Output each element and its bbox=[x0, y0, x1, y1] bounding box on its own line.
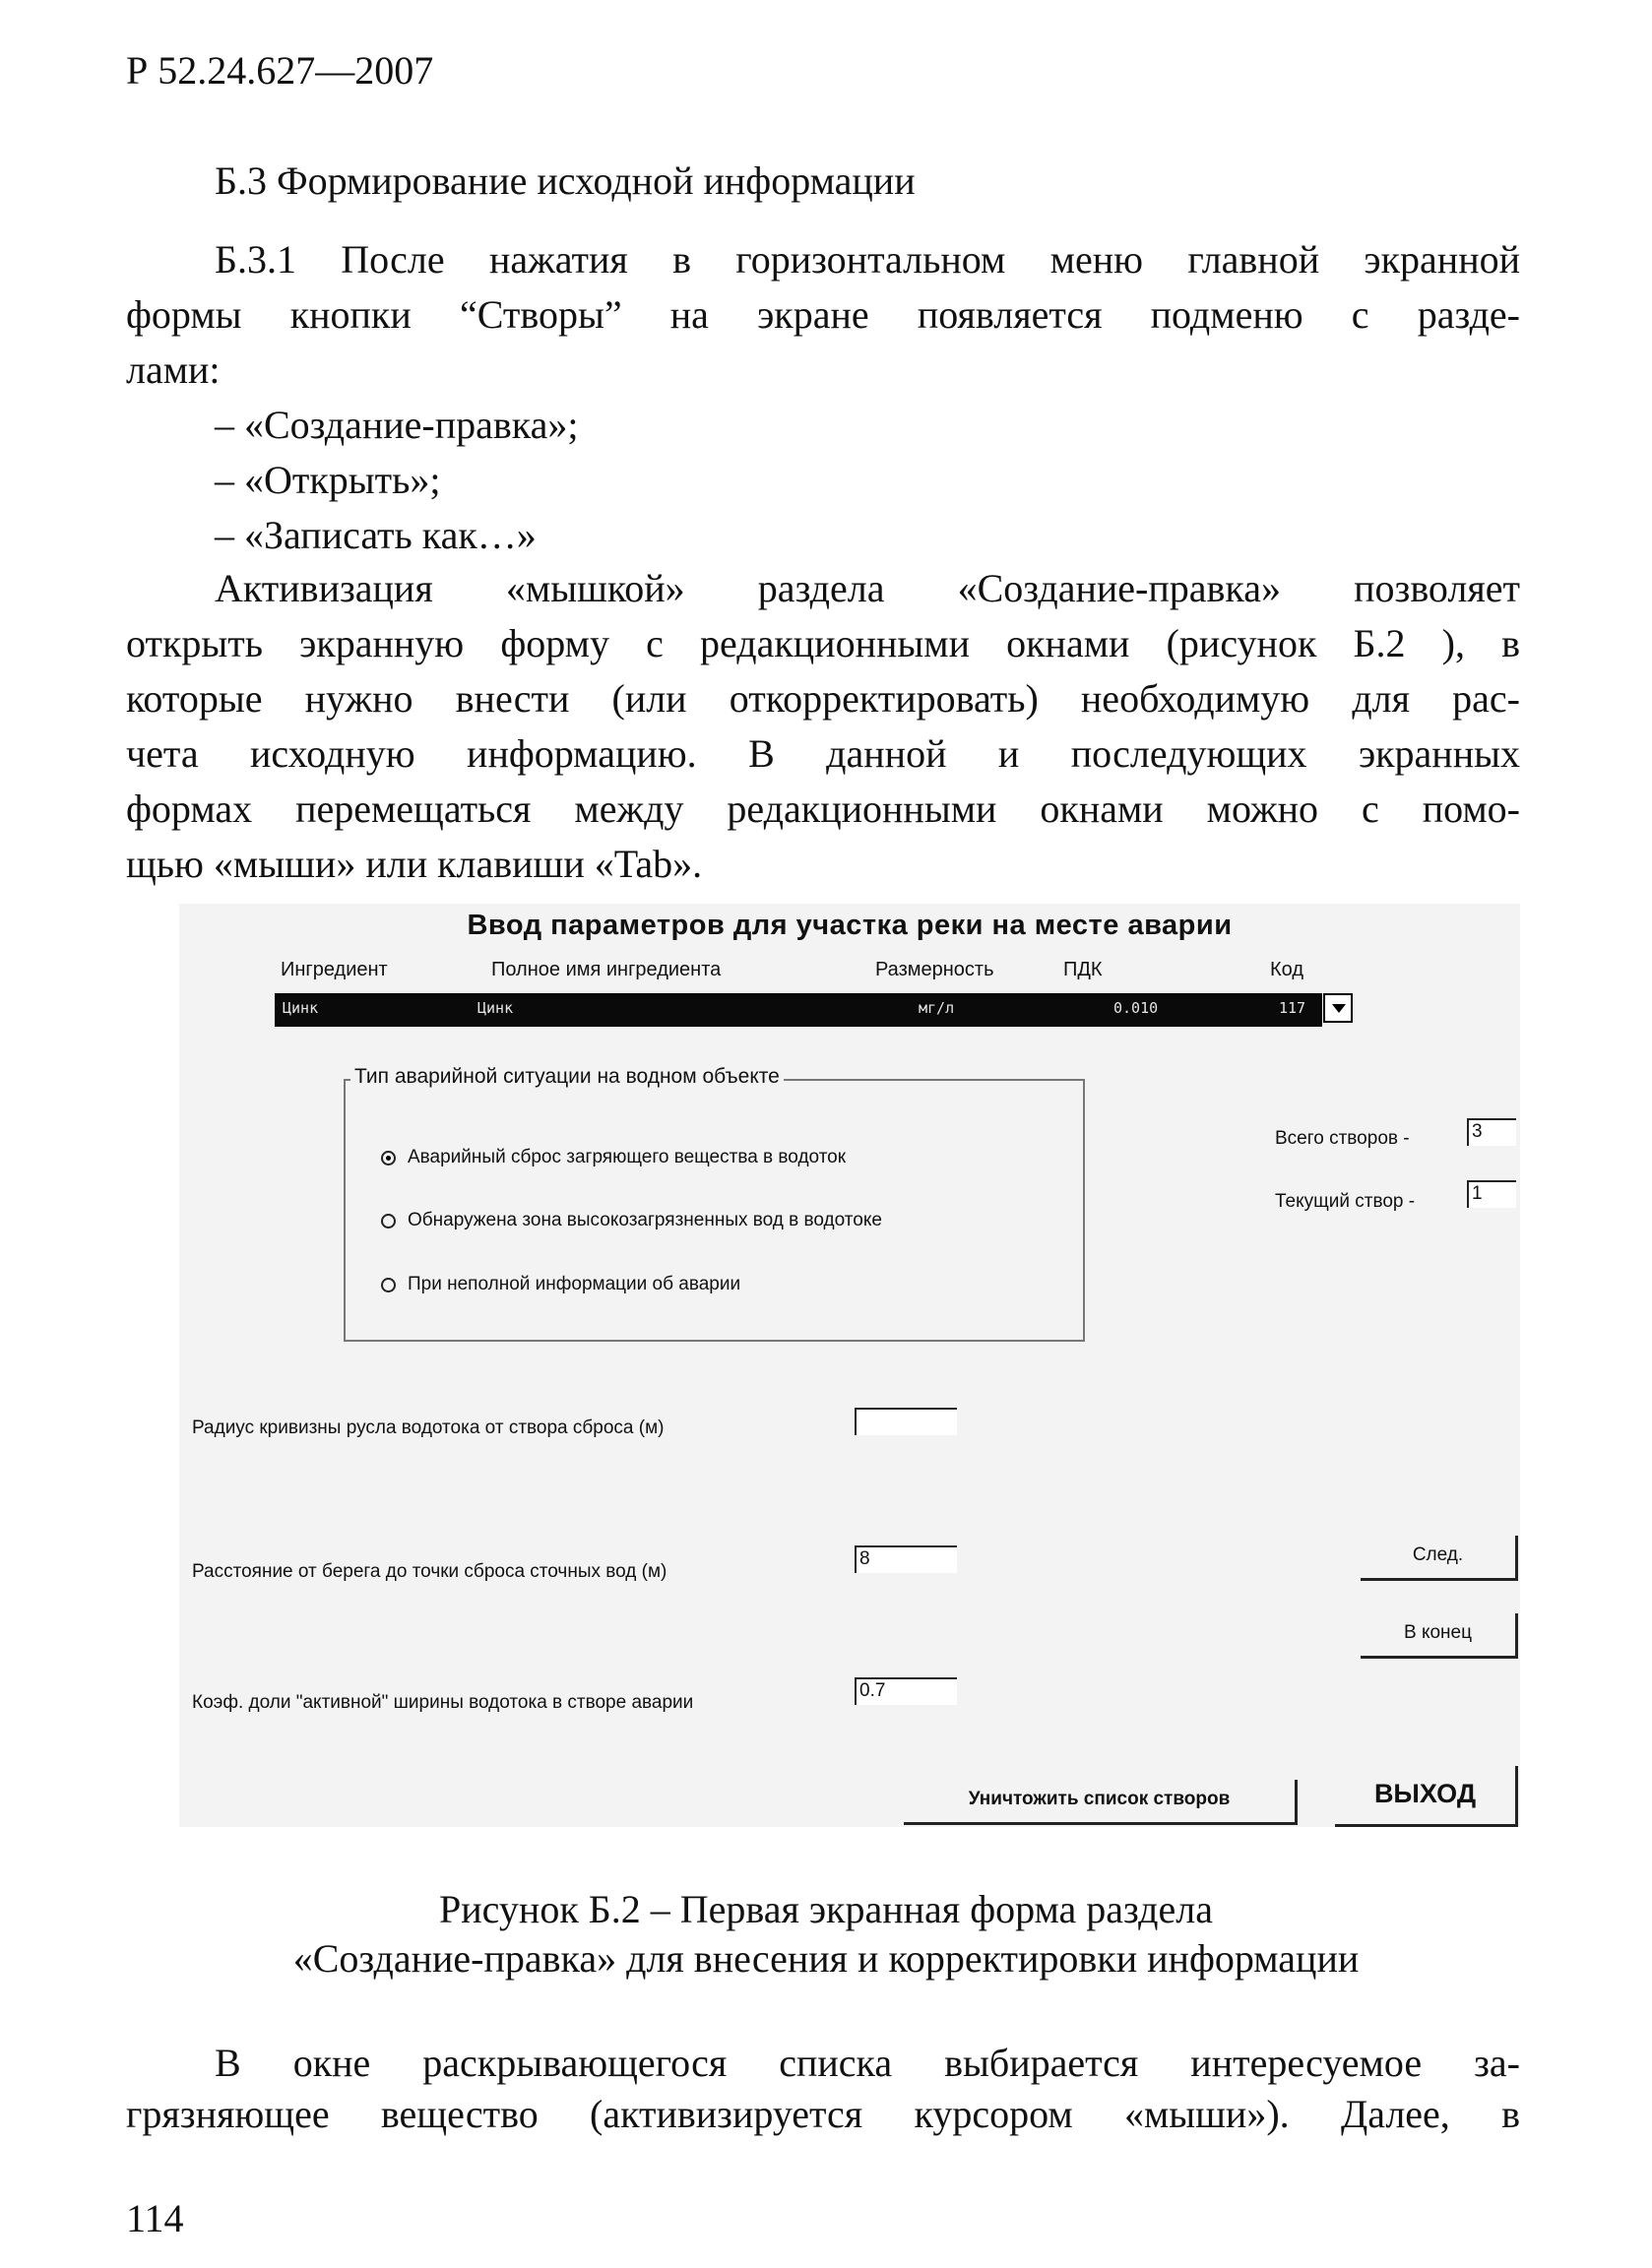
next-button[interactable]: След. bbox=[1361, 1536, 1518, 1581]
to-end-button[interactable]: В конец bbox=[1361, 1613, 1518, 1659]
radio-label: Аварийный сброс загряющего вещества в водоток bbox=[408, 1147, 847, 1167]
radius-field[interactable] bbox=[855, 1408, 957, 1435]
radio-incomplete-info[interactable] bbox=[381, 1274, 740, 1295]
current-section-field[interactable]: 1 bbox=[1467, 1180, 1516, 1208]
para1-line-2: формы кнопки “Створы” на экране появляется подменю с разде- bbox=[126, 292, 1520, 337]
coef-label: Коэф. доли "активной" ширины водотока в створе аварии bbox=[192, 1692, 694, 1713]
exit-button[interactable]: ВЫХОД bbox=[1335, 1766, 1518, 1827]
column-header-code: Код bbox=[1270, 959, 1304, 980]
para2-line-5: формах перемещаться между редакционными окнами можно с помо- bbox=[126, 787, 1520, 831]
para2-line-4: чета исходную информацию. В данной и последующих экранных bbox=[126, 731, 1520, 776]
distance-label: Расстояние от берега до точки сброса сточных вод (м) bbox=[192, 1561, 667, 1582]
para3-line-2: грязняющее вещество (активизируется курсором «мыши»). Далее, в bbox=[126, 2092, 1520, 2136]
combo-pdk: 0.010 bbox=[1113, 999, 1159, 1017]
radio-unchecked-icon bbox=[381, 1278, 396, 1292]
submenu-item-save-as: – «Записать как…» bbox=[215, 513, 537, 557]
radio-unchecked-icon bbox=[381, 1214, 396, 1228]
submenu-item-create-edit: – «Создание-правка»; bbox=[215, 403, 579, 447]
radio-label: При неполной информации об аварии bbox=[408, 1274, 741, 1294]
column-header-pdk: ПДК bbox=[1063, 959, 1103, 980]
column-header-ingredient: Ингредиент bbox=[281, 959, 388, 980]
para2-line-6: щью «мыши» или клавиши «Tab». bbox=[126, 842, 703, 886]
radius-label: Радиус кривизны русла водотока от створа сброса (м) bbox=[192, 1418, 665, 1438]
page-number: 114 bbox=[126, 2196, 184, 2240]
radio-label: Обнаружена зона высокозагрязненных вод в водотоке bbox=[408, 1210, 882, 1230]
submenu-item-open: – «Открыть»; bbox=[215, 458, 441, 502]
para1-line-1: Б.3.1 После нажатия в горизонтальном меню главной экранной bbox=[215, 237, 1520, 282]
para2-line-1: Активизация «мышкой» раздела «Создание-правка» позволяет bbox=[215, 566, 1520, 610]
coef-field[interactable]: 0.7 bbox=[855, 1677, 957, 1705]
para2-line-3: которые нужно внести (или откорректировать) необходимую для рас- bbox=[126, 676, 1520, 721]
figure-screenshot bbox=[179, 904, 1520, 1827]
radio-polluted-zone[interactable] bbox=[381, 1210, 882, 1231]
delete-sections-button[interactable]: Уничтожить список створов bbox=[904, 1780, 1298, 1825]
form-title: Ввод параметров для участка реки на месте аварии bbox=[467, 910, 1233, 941]
document-code: Р 52.24.627—2007 bbox=[126, 48, 434, 93]
column-header-full-name: Полное имя ингредиента bbox=[491, 959, 722, 980]
radio-checked-icon bbox=[381, 1151, 396, 1166]
column-header-unit: Размерность bbox=[875, 959, 994, 980]
ingredient-combo[interactable] bbox=[275, 993, 1322, 1027]
combo-ingredient: Цинк bbox=[283, 999, 319, 1017]
total-sections-field[interactable]: 3 bbox=[1467, 1118, 1516, 1146]
current-section-label: Текущий створ - bbox=[1275, 1191, 1416, 1212]
chevron-down-icon[interactable] bbox=[1323, 993, 1353, 1023]
figure-caption-line-2: «Создание-правка» для внесения и корректировки информации bbox=[292, 1936, 1360, 1981]
para1-line-3: лами: bbox=[126, 347, 221, 392]
section-title: Б.3 Формирование исходной информации bbox=[215, 158, 916, 203]
radio-accidental-discharge[interactable] bbox=[381, 1147, 846, 1168]
total-sections-label: Всего створов - bbox=[1275, 1128, 1410, 1149]
situation-type-label: Тип аварийной ситуации на водном объекте bbox=[350, 1065, 784, 1089]
combo-code: 117 bbox=[1279, 999, 1306, 1017]
distance-field[interactable]: 8 bbox=[855, 1545, 957, 1573]
para3-line-1: В окне раскрывающегося списка выбирается интересуемое за- bbox=[215, 2041, 1520, 2085]
para2-line-2: открыть экранную форму с редакционными окнами (рисунок Б.2 ), в bbox=[126, 621, 1520, 665]
figure-caption-line-1: Рисунок Б.2 – Первая экранная форма раздела bbox=[439, 1887, 1213, 1931]
combo-full-name: Цинк bbox=[477, 999, 514, 1017]
combo-unit: мг/л bbox=[919, 999, 955, 1017]
